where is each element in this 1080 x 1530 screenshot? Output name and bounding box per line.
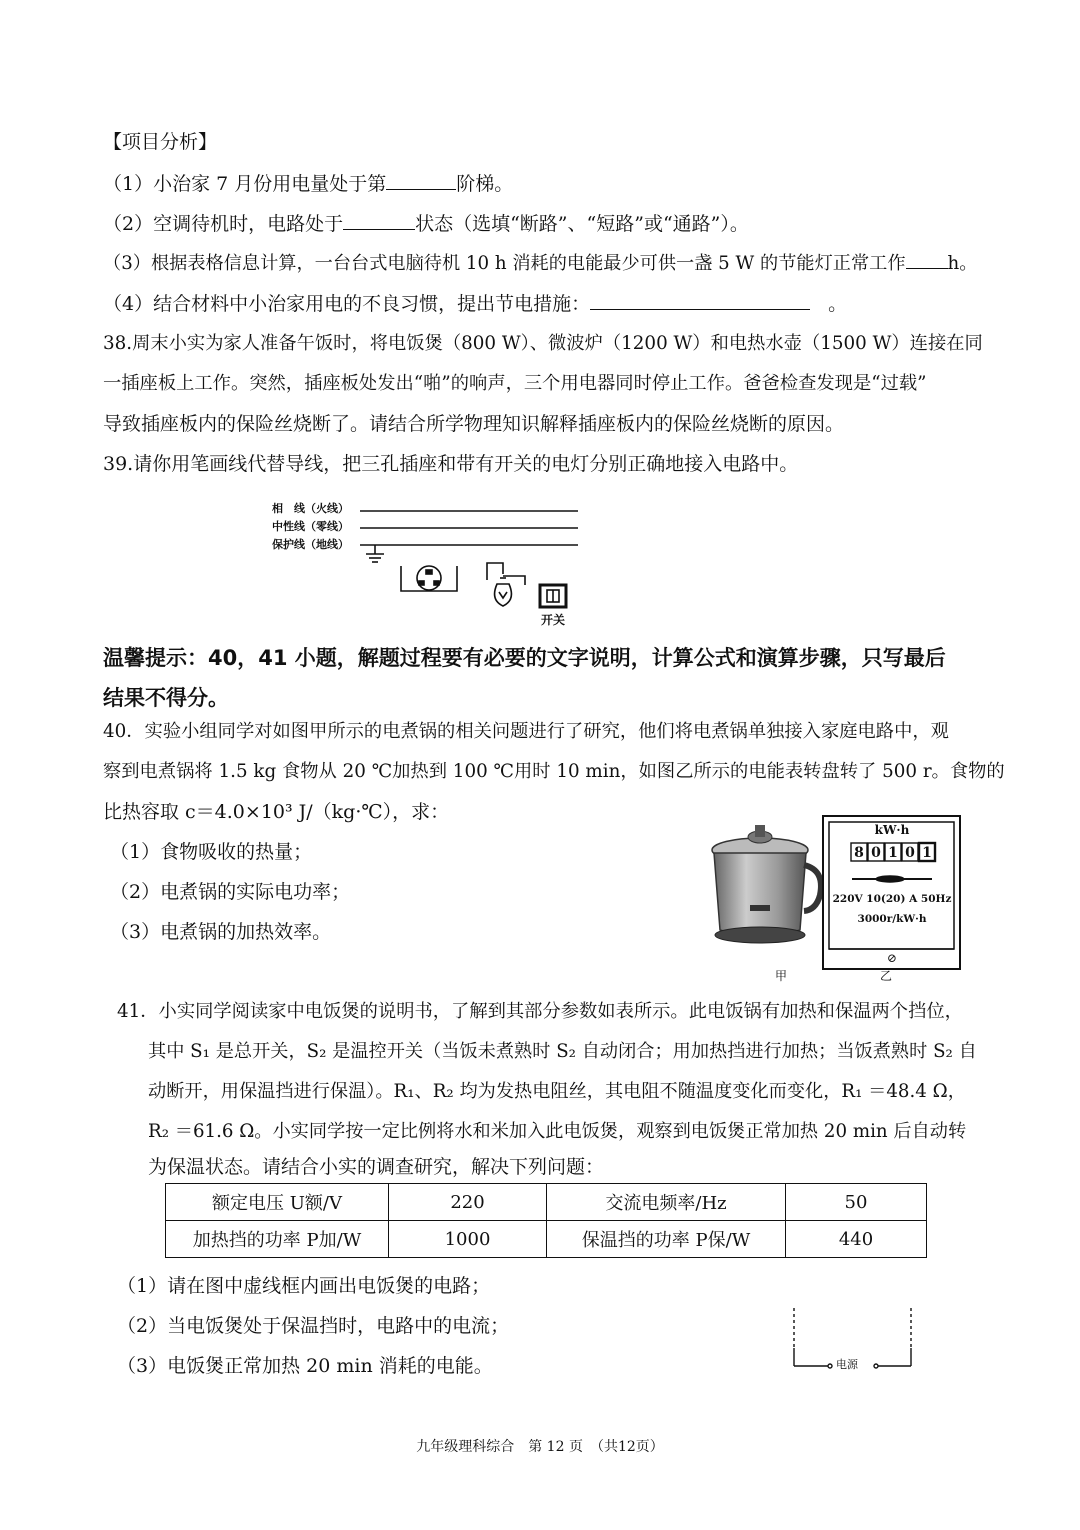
table-cell: 440: [786, 1221, 927, 1258]
q41-line-4: R₂ ＝61.6 Ω。小实同学按一定比例将水和米加入此电饭煲，观察到电饭煲正常加热 20 min 后自动转: [148, 1121, 967, 1142]
meter-digit: 8: [854, 845, 864, 861]
q41-line-2: 其中 S₁ 是总开关，S₂ 是温控开关（当饭未煮熟时 S₂ 自动闭合；用加热挡进行加热；当饭煮熟时 S₂ 自: [148, 1041, 977, 1062]
table-cell: 加热挡的功率 P加/W: [166, 1221, 389, 1258]
meter-unit: kW·h: [874, 823, 910, 837]
meter-spec: 220V 10(20) A 50Hz: [832, 893, 952, 905]
electric-pot-icon: [700, 815, 830, 955]
q40-line-3: 比热容取 c＝4.0×10³ J/（kg·℃），求：: [103, 801, 450, 823]
ground-symbol-icon: [366, 545, 384, 562]
table-row: [166, 1221, 927, 1258]
meter-constant: 3000r/kW·h: [857, 913, 927, 925]
q38-line-3: 导致插座板内的保险丝烧断了。请结合所学物理知识解释插座板内的保险丝烧断的原因。: [103, 413, 845, 435]
power-source-label: 电源: [836, 1358, 858, 1371]
tip-line-1: 温馨提示：40，41 小题，解题过程要有必要的文字说明，计算公式和演算步骤，只写最后: [103, 646, 946, 670]
table-cell: 220: [389, 1184, 547, 1221]
table-cell: 50: [786, 1184, 927, 1221]
q40-sub-2: （2）电煮锅的实际电功率；: [110, 881, 351, 903]
meter-digit: 0: [871, 845, 881, 861]
table-row: [166, 1184, 927, 1221]
q40-sub-3: （3）电煮锅的加热效率。: [110, 921, 332, 943]
question-4-tail: 。: [828, 293, 848, 315]
question-2-text: （2）空调待机时，电路处于: [103, 213, 344, 235]
question-2-tail: 状态（选填“断路”、“短路”或“通路”）。: [415, 213, 749, 235]
live-wire-label: 相 线（火线）: [272, 502, 349, 515]
tip-line-2: 结果不得分。: [103, 686, 229, 710]
question-4-text: （4）结合材料中小治家用电的不良习惯，提出节电措施：: [103, 293, 591, 315]
q38-line-2: 一插座板上工作。突然，插座板处发出“啪”的响声，三个用电器同时停止工作。爸爸检查发现是“过载”: [103, 373, 927, 394]
meter-digit: 1: [922, 845, 932, 861]
table-cell: 保温挡的功率 P保/W: [547, 1221, 786, 1258]
table-cell: 额定电压 U额/V: [166, 1184, 389, 1221]
page-footer: 九年级理科综合 第 12 页 （共12页）: [416, 1439, 664, 1455]
meter-digit: 1: [888, 845, 898, 861]
figure-a-label: 甲: [775, 969, 788, 983]
meter-symbol-icon: ⊘: [886, 951, 898, 965]
q40-line-1: 40．实验小组同学对如图甲所示的电煮锅的相关问题进行了研究，他们将电煮锅单独接入家庭电路中，观: [103, 721, 949, 742]
q41-sub-3: （3）电饭煲正常加热 20 min 消耗的电能。: [117, 1355, 493, 1377]
switch-label: 开关: [541, 613, 566, 627]
switch-icon: [540, 585, 566, 607]
question-1-tail: 阶梯。: [456, 173, 514, 195]
ground-wire-label: 保护线（地线）: [272, 538, 349, 551]
table-cell: 1000: [389, 1221, 547, 1258]
question-3-tail: h。: [947, 253, 978, 274]
q38-line-1: 38.周末小实为家人准备午饭时，将电饭煲（800 W）、微波炉（1200 W）和电热水壶（1500 W）连接在同: [103, 333, 983, 354]
q41-line-1: 41．小实同学阅读家中电饭煲的说明书，了解到其部分参数如表所示。此电饭锅有加热和保温两个挡位，: [117, 1001, 963, 1022]
table-cell: 交流电频率/Hz: [547, 1184, 786, 1221]
light-bulb-icon: [487, 563, 525, 606]
q41-sub-2: （2）当电饭煲处于保温挡时，电路中的电流；: [117, 1315, 510, 1337]
q41-sub-1: （1）请在图中虚线框内画出电饭煲的电路；: [117, 1275, 491, 1297]
question-1-text: （1）小治家 7 月份用电量处于第: [103, 173, 387, 195]
parameter-table: [165, 1183, 927, 1258]
meter-digit: 0: [905, 845, 915, 861]
q39-text: 39.请你用笔画线代替导线，把三孔插座和带有开关的电灯分别正确地接入电路中。: [103, 453, 799, 475]
three-pin-socket-icon: [401, 566, 457, 591]
question-3-text: （3）根据表格信息计算，一台台式电脑待机 10 h 消耗的电能最少可供一盏 5 W 的节能灯正常工作: [103, 253, 906, 274]
q40-line-2: 察到电煮锅将 1.5 kg 食物从 20 ℃加热到 100 ℃用时 10 min，如图乙所示的电能表转盘转了 500 r。食物的: [103, 761, 1005, 782]
section-heading: 【项目分析】: [103, 131, 218, 153]
neutral-wire-label: 中性线（零线）: [272, 520, 349, 533]
figure-b-label: 乙: [880, 969, 893, 983]
q41-line-3: 动断开，用保温挡进行保温）。R₁、R₂ 均为发热电阻丝，其电阻不随温度变化而变化，R₁ ＝48.4 Ω，: [148, 1081, 966, 1102]
q40-sub-1: （1）食物吸收的热量；: [110, 841, 313, 863]
q41-line-5: 为保温状态。请结合小实的调查研究，解决下列问题：: [148, 1156, 605, 1178]
